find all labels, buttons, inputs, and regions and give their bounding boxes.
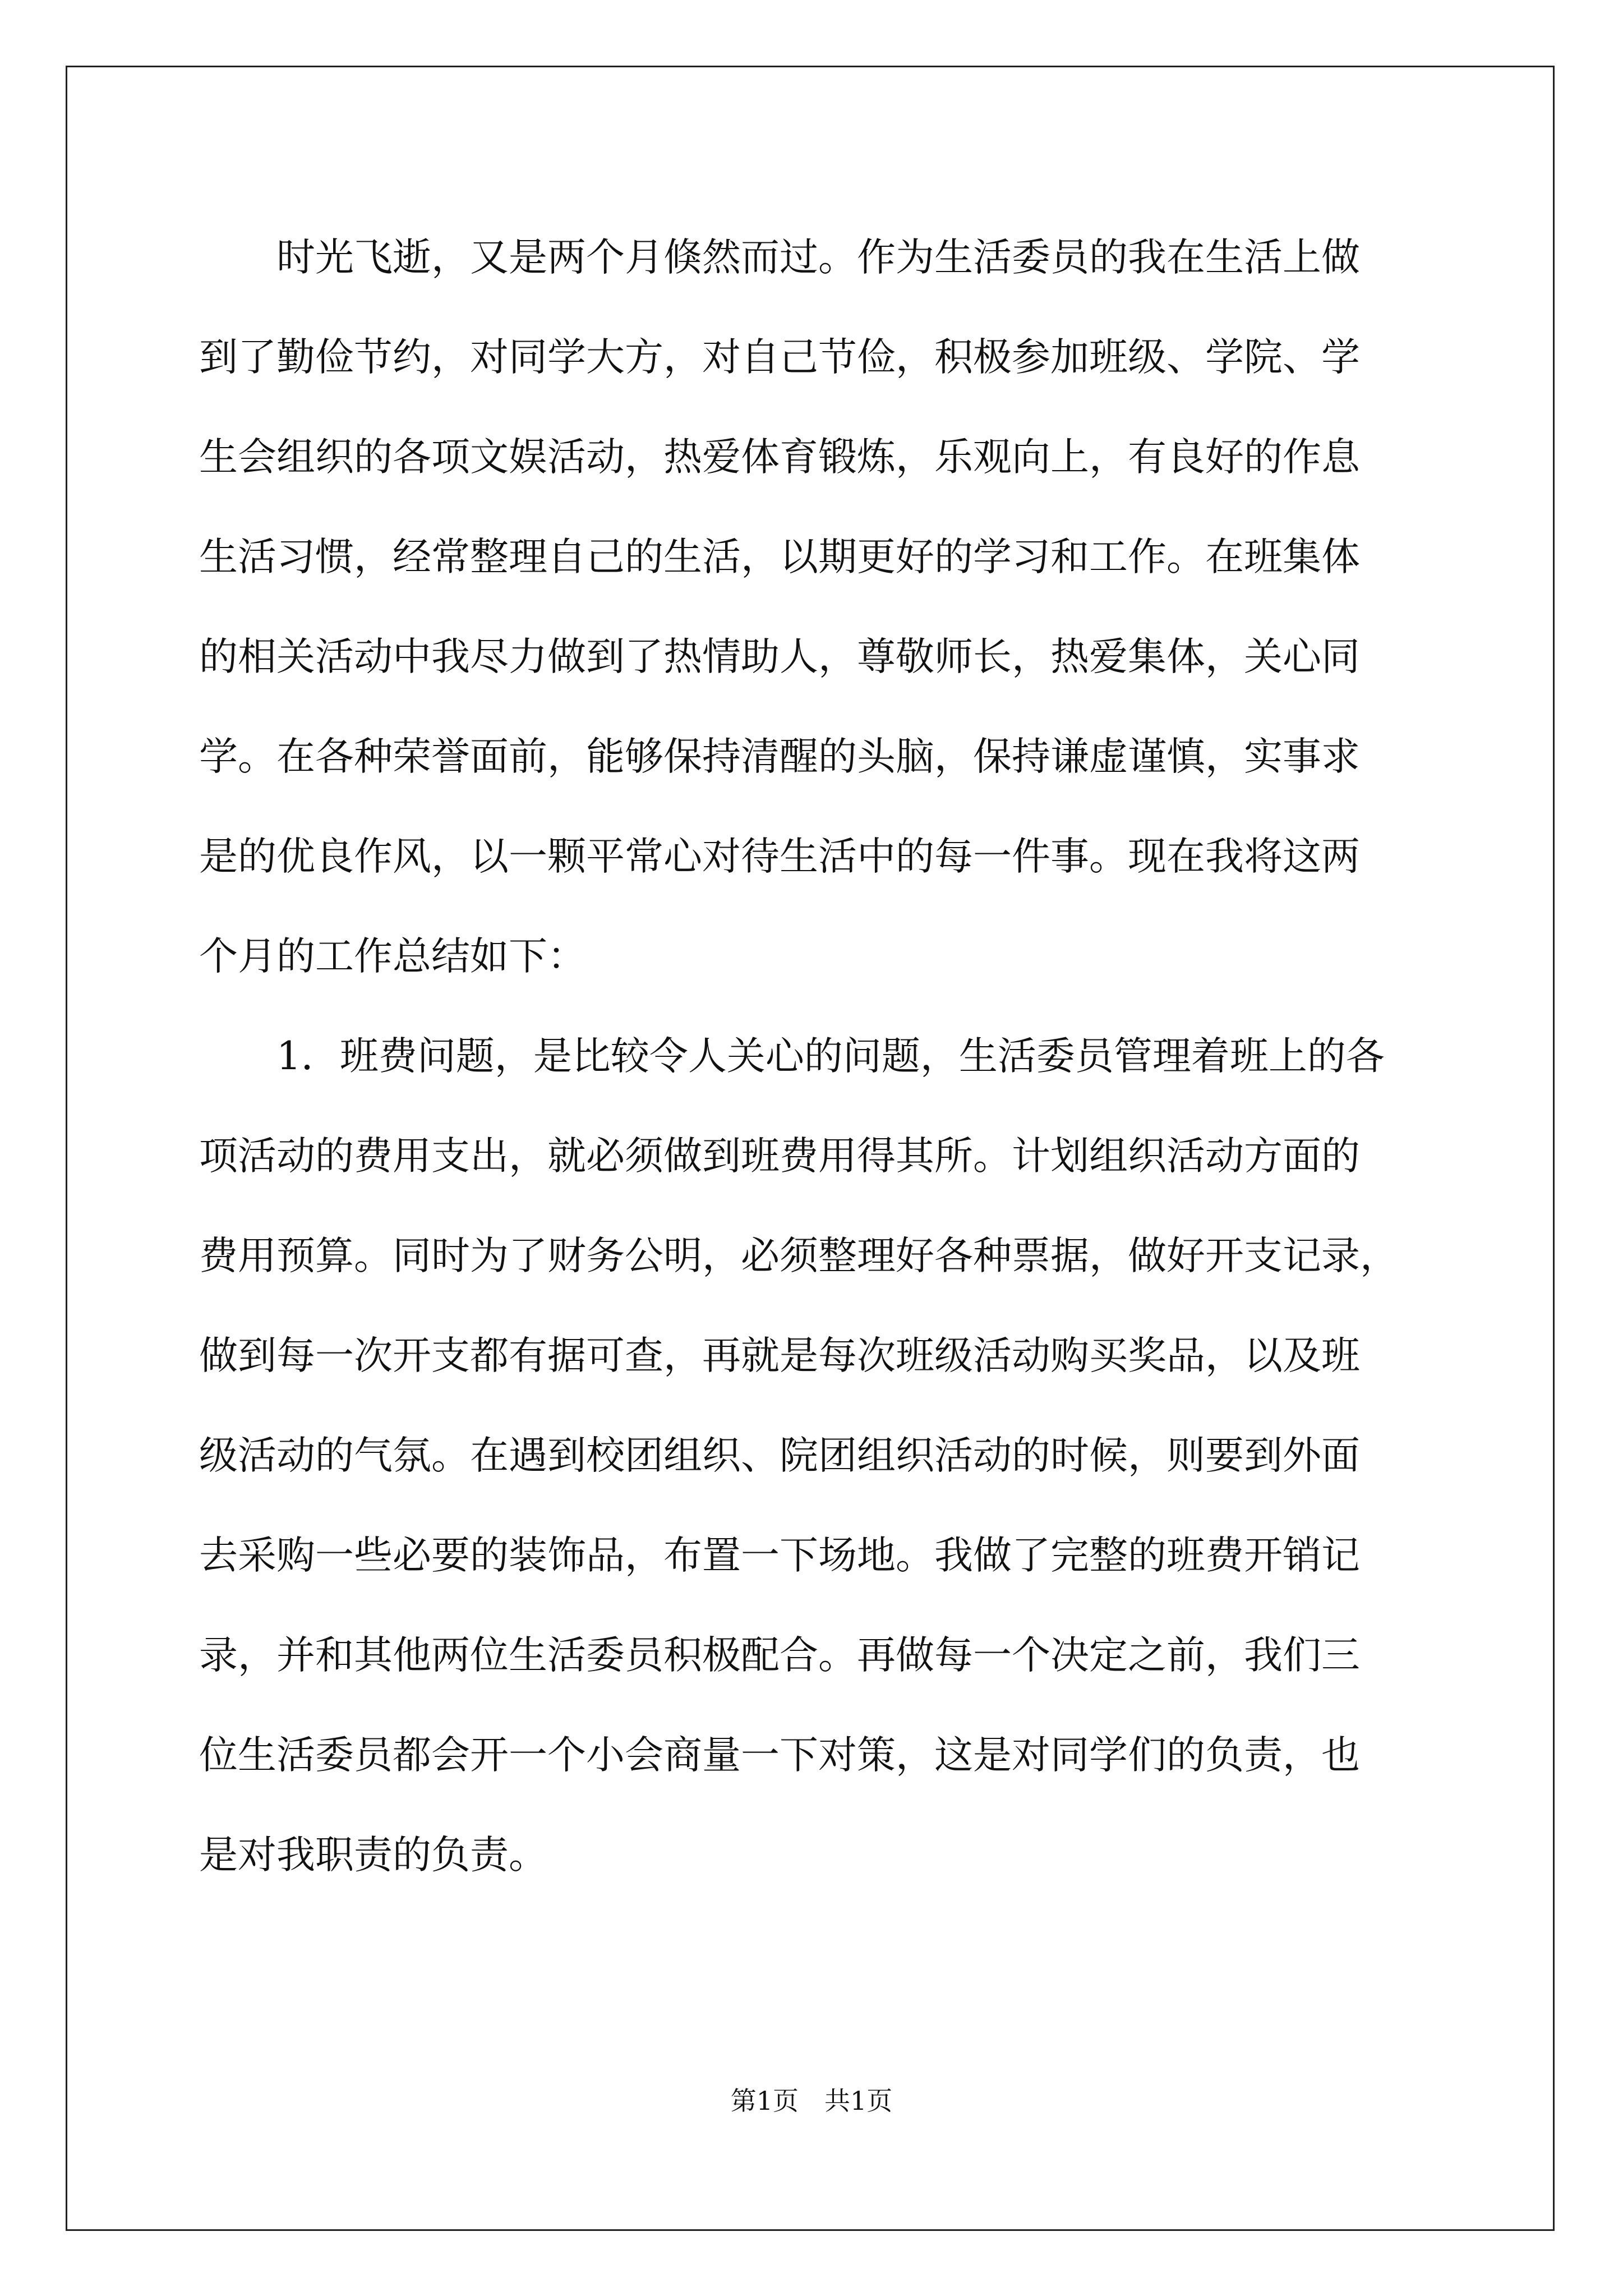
- text-line: 1．班费问题，是比较令人关心的问题，生活委员管理着班上的各: [199, 1034, 1385, 1079]
- paragraph-1: [199, 208, 1427, 1006]
- text-line: 项活动的费用支出，就必须做到班费用得其所。计划组织活动方面的: [199, 1134, 1360, 1179]
- page-footer: [0, 2084, 1623, 2118]
- document-body: [199, 208, 1427, 1905]
- text-line: 的相关活动中我尽力做到了热情助人，尊敬师长，热爱集体，关心同: [199, 634, 1360, 679]
- text-line: 生会组织的各项文娱活动，热爱体育锻炼，乐观向上，有良好的作息: [199, 435, 1360, 480]
- text-line: 生活习惯，经常整理自己的生活，以期更好的学习和工作。在班集体: [199, 535, 1360, 579]
- text-line: 是的优良作风，以一颗平常心对待生活中的每一件事。现在我将这两: [199, 834, 1360, 879]
- text-line: 位生活委员都会开一个小会商量一下对策，这是对同学们的负责，也: [199, 1733, 1360, 1778]
- text-line: 学。在各种荣誉面前，能够保持清醒的头脑，保持谦虚谨慎，实事求: [199, 734, 1360, 779]
- text-line: 到了勤俭节约，对同学大方，对自己节俭，积极参加班级、学院、学: [199, 335, 1360, 380]
- text-line: 级活动的气氛。在遇到校团组织、院团组织活动的时候，则要到外面: [199, 1433, 1360, 1478]
- paragraph-2: [199, 1006, 1427, 1905]
- text-line: 录，并和其他两位生活委员积极配合。再做每一个决定之前，我们三: [199, 1633, 1360, 1678]
- text-line: 个月的工作总结如下：: [199, 934, 586, 979]
- text-line: 去采购一些必要的装饰品，布置一下场地。我做了完整的班费开销记: [199, 1533, 1360, 1578]
- text-line: 时光飞逝，又是两个月倏然而过。作为生活委员的我在生活上做: [199, 235, 1360, 280]
- text-line: 费用预算。同时为了财务公明，必须整理好各种票据，做好开支记录，: [199, 1234, 1399, 1278]
- text-line: 是对我职责的负责。: [199, 1833, 547, 1878]
- page-number: 第1页 共1页: [730, 2086, 893, 2116]
- text-line: 做到每一次开支都有据可查，再就是每次班级活动购买奖品，以及班: [199, 1333, 1360, 1378]
